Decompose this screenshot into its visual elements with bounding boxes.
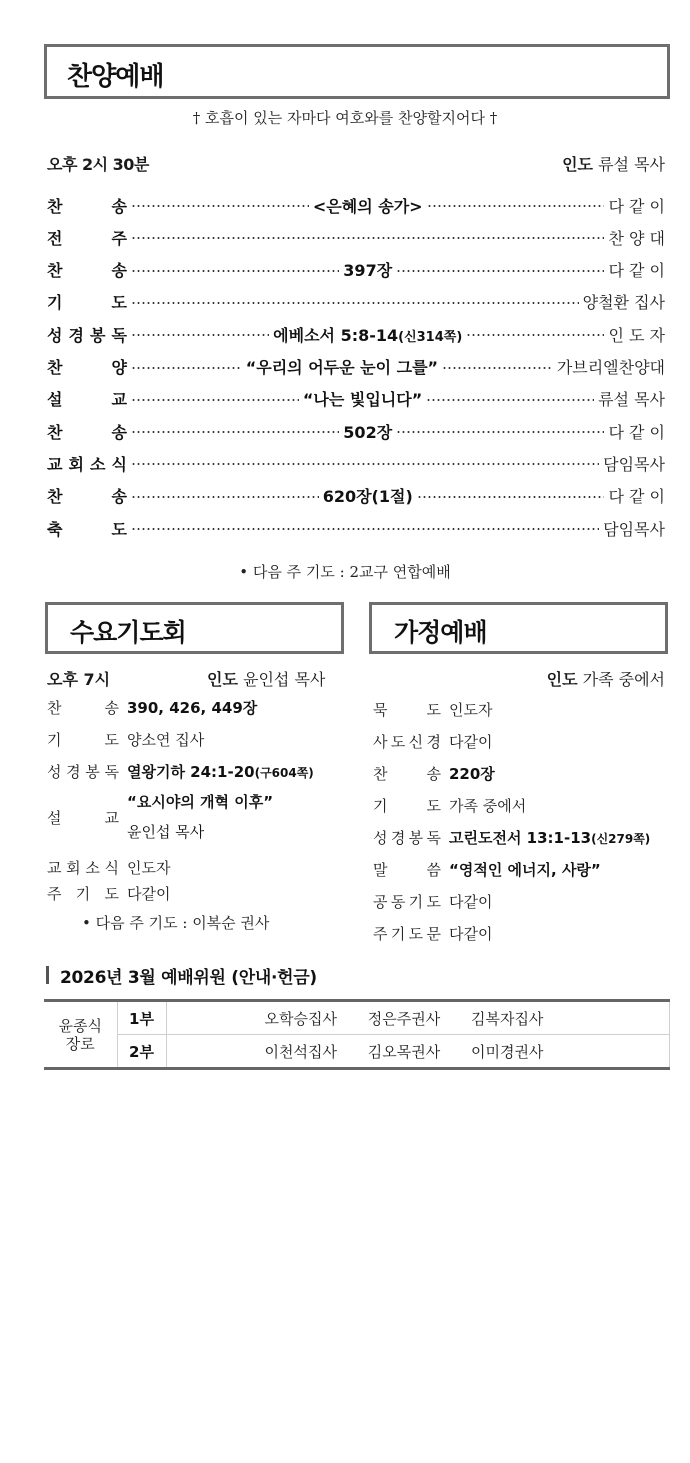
order-item-page: (신314쪽)	[398, 329, 463, 345]
order-value-preacher: 윤인섭 목사	[127, 823, 205, 841]
label-char: 사	[373, 733, 388, 751]
home-worship-title: 가정예배	[394, 618, 487, 647]
order-row	[47, 697, 257, 718]
label-char: 기	[408, 893, 424, 911]
praise-service-time: 오후 2시 30분	[47, 155, 149, 174]
label-char: 도	[104, 731, 119, 749]
label-char: 도	[111, 519, 127, 539]
table-row	[44, 1001, 670, 1035]
order-value-text: 다같이	[127, 885, 171, 903]
order-item	[273, 323, 462, 346]
dot-leader	[131, 496, 319, 498]
order-value-text: 인도자	[449, 701, 493, 719]
wednesday-prayer-title-box	[45, 602, 344, 654]
label-char: 성	[47, 763, 62, 781]
order-label	[47, 857, 119, 878]
label-char: 독	[111, 325, 127, 345]
order-row	[47, 787, 273, 847]
order-row	[47, 258, 665, 282]
label-char: 회	[68, 454, 84, 474]
label-char: 문	[426, 925, 441, 943]
praise-service-leader	[562, 152, 665, 175]
order-label	[47, 729, 119, 750]
label-char: 묵	[373, 701, 388, 719]
order-row	[47, 516, 665, 540]
committee-group	[44, 1001, 117, 1069]
order-value-text: 인도자	[127, 859, 171, 877]
order-row	[47, 761, 314, 782]
label-char: 경	[66, 763, 81, 781]
dot-leader	[417, 496, 605, 498]
dot-leader	[131, 270, 339, 272]
label-char: 소	[90, 454, 106, 474]
member-name: 오학승집사	[264, 1009, 337, 1028]
label-char: 도	[111, 293, 127, 313]
label-char: 봉	[90, 325, 106, 345]
label-char: 회	[66, 859, 81, 877]
order-label	[373, 795, 441, 816]
label-char: 봉	[408, 829, 424, 847]
label-char: 송	[426, 765, 441, 783]
order-person: 담임목사	[603, 519, 665, 539]
order-row	[373, 859, 601, 880]
order-row	[373, 699, 492, 720]
group-line-2: 장로	[65, 1034, 95, 1053]
label-char: 도	[426, 701, 441, 719]
order-label	[47, 452, 127, 475]
order-item-text: “우리의 어두운 눈이 그를”	[245, 358, 439, 377]
order-label	[373, 827, 441, 848]
label-char: 기	[373, 797, 388, 815]
leader-label: 인도	[546, 670, 578, 689]
wednesday-leader	[207, 667, 325, 690]
order-value	[127, 787, 273, 847]
order-value-text: 다같이	[449, 893, 493, 911]
order-value	[127, 761, 314, 782]
order-row	[373, 731, 492, 752]
order-value	[127, 729, 204, 750]
order-value	[449, 731, 492, 752]
order-label	[47, 517, 127, 540]
label-char: 전	[47, 228, 63, 248]
label-char: 기	[390, 925, 406, 943]
label-char: 송	[111, 487, 127, 507]
order-item	[323, 484, 413, 507]
order-value-text: 다같이	[449, 733, 493, 751]
label-char: 도	[104, 885, 119, 903]
order-item	[313, 194, 423, 217]
group-line-1: 윤종식	[58, 1016, 102, 1035]
order-label	[47, 323, 127, 346]
label-char: 말	[373, 861, 388, 879]
label-char: 독	[104, 763, 119, 781]
label-char: 동	[390, 893, 406, 911]
order-value-text: 220장	[449, 765, 495, 783]
order-row	[47, 387, 665, 411]
label-char: 찬	[47, 422, 63, 442]
order-label	[47, 387, 127, 410]
order-label	[47, 420, 127, 443]
dot-leader	[396, 270, 604, 272]
label-char: 찬	[47, 358, 63, 377]
label-char: 축	[47, 519, 63, 539]
label-char: 경	[68, 325, 84, 345]
label-char: 찬	[47, 261, 63, 281]
label-char: 찬	[373, 765, 388, 783]
dot-leader	[131, 399, 299, 401]
label-char: 기	[75, 885, 91, 903]
dot-leader	[426, 399, 594, 401]
label-char: 설	[47, 808, 62, 827]
label-char: 주	[47, 885, 62, 903]
order-value-text: 390, 426, 449장	[127, 699, 258, 717]
dot-leader	[131, 205, 309, 207]
order-label	[373, 699, 441, 720]
order-person: 다 같 이	[608, 261, 665, 281]
order-item	[246, 355, 438, 378]
label-char: 식	[111, 454, 127, 474]
label-char: 도	[426, 797, 441, 815]
order-value	[127, 883, 170, 904]
order-item	[343, 258, 392, 281]
label-char: 성	[373, 829, 388, 847]
label-char: 봉	[85, 763, 100, 781]
order-item	[303, 387, 422, 410]
label-char: 송	[111, 422, 127, 442]
order-row	[373, 763, 495, 784]
order-value	[449, 827, 650, 848]
order-value	[449, 859, 601, 880]
order-value	[449, 923, 492, 944]
leader-label: 인도	[207, 670, 238, 689]
wednesday-next-prayer: • 다음 주 기도 : 이복순 권사	[82, 914, 270, 932]
order-label	[47, 761, 119, 782]
order-value-text: 고린도전서 13:1-13	[449, 829, 592, 847]
dot-leader	[131, 334, 269, 336]
label-char: 성	[47, 325, 63, 345]
order-item-text: 502장	[343, 422, 393, 442]
order-label	[47, 484, 127, 507]
label-char: 설	[47, 390, 63, 410]
order-row	[47, 883, 170, 904]
label-char: 기	[47, 293, 63, 313]
order-label	[373, 731, 441, 752]
order-label	[47, 290, 127, 313]
member-name: 정은주권사	[367, 1009, 441, 1028]
order-label	[47, 697, 119, 718]
order-label	[47, 258, 127, 281]
order-value	[449, 795, 526, 816]
order-person: 찬 양 대	[608, 228, 665, 248]
label-char: 교	[47, 454, 63, 474]
order-item-text: <은혜의 송가>	[312, 196, 423, 216]
order-row	[373, 891, 492, 912]
leader-name: 윤인섭 목사	[243, 670, 326, 689]
label-char: 찬	[47, 196, 63, 216]
label-char: 신	[408, 733, 424, 751]
order-row	[47, 290, 665, 314]
member-name: 김오목권사	[367, 1042, 441, 1061]
order-value	[449, 699, 492, 720]
wednesday-prayer-title: 수요기도회	[70, 618, 186, 647]
order-value-text: 양소연 집사	[127, 731, 205, 749]
dot-leader	[442, 367, 553, 369]
order-row	[373, 923, 492, 944]
order-label	[47, 355, 127, 378]
praise-verse: † 호흡이 있는 자마다 여호와를 찬양할지어다 †	[192, 109, 498, 127]
names-cell	[166, 1035, 670, 1069]
order-person: 양철환 집사	[582, 293, 665, 313]
leader-name: 가족 중에서	[582, 670, 665, 689]
label-char: 소	[85, 859, 100, 877]
label-char: 도	[390, 733, 406, 751]
wednesday-time: 오후 7시	[47, 670, 111, 689]
order-label	[373, 891, 441, 912]
order-item	[343, 420, 392, 443]
label-char: 경	[426, 733, 441, 751]
order-row	[47, 451, 665, 475]
section-marker-bar	[46, 966, 49, 984]
order-person: 담임목사	[603, 454, 665, 474]
order-item-text: “나는 빛입니다”	[302, 390, 423, 410]
order-value	[449, 891, 492, 912]
order-value-text: 다같이	[449, 925, 493, 943]
label-char: 찬	[47, 699, 62, 717]
order-row	[47, 225, 665, 249]
order-value-text: “영적인 에너지, 사랑”	[449, 861, 601, 879]
order-label	[373, 923, 441, 944]
order-label	[47, 883, 119, 904]
order-person: 인 도 자	[608, 325, 665, 345]
dot-leader	[131, 237, 604, 239]
order-row	[373, 827, 650, 848]
dot-leader	[396, 431, 604, 433]
order-label	[373, 859, 441, 880]
leader-name: 류설 목사	[598, 155, 665, 174]
dot-leader	[466, 334, 604, 336]
part-cell: 2부	[117, 1035, 166, 1069]
member-name: 이천석집사	[264, 1042, 337, 1061]
label-char: 공	[373, 893, 388, 911]
label-char: 도	[408, 925, 424, 943]
praise-service-title: 찬양예배	[67, 62, 164, 92]
label-char: 도	[426, 893, 441, 911]
order-label	[47, 807, 119, 828]
label-char: 송	[104, 699, 119, 717]
home-worship-title-box	[369, 602, 668, 654]
table-row	[44, 1035, 670, 1069]
order-person: 류설 목사	[598, 390, 666, 410]
label-char: 주	[373, 925, 388, 943]
dot-leader	[131, 431, 339, 433]
dot-leader	[131, 302, 579, 304]
home-leader	[547, 667, 665, 690]
order-value-page: (구604쪽)	[254, 766, 314, 780]
label-char: 교	[104, 808, 119, 827]
order-item-text: 397장	[343, 261, 393, 281]
member-name: 이미경권사	[470, 1042, 544, 1061]
praise-service-title-box	[44, 44, 670, 99]
order-person: 다 같 이	[608, 196, 665, 216]
order-row	[47, 355, 665, 379]
order-row	[47, 322, 665, 346]
order-value-text: 가족 중에서	[449, 797, 527, 815]
order-row	[47, 419, 665, 443]
label-char: 경	[390, 829, 406, 847]
order-person: 다 같 이	[608, 487, 665, 507]
leader-label: 인도	[562, 155, 593, 174]
order-person: 가브리엘찬양대	[556, 358, 666, 377]
order-value-page: (신279쪽)	[591, 832, 651, 846]
order-value-text: 열왕기하 24:1-20	[127, 763, 255, 781]
label-char: 송	[111, 261, 127, 281]
dot-leader	[131, 528, 599, 530]
names-cell	[166, 1001, 670, 1035]
dot-leader	[131, 367, 242, 369]
dot-leader	[131, 463, 599, 465]
order-label	[47, 194, 127, 217]
order-person: 다 같 이	[608, 422, 665, 442]
label-char: 주	[111, 228, 127, 248]
order-item-text: 620장(1절)	[322, 487, 413, 507]
order-row	[373, 795, 526, 816]
order-value	[127, 857, 170, 878]
order-value	[449, 763, 495, 784]
member-name: 김복자집사	[470, 1009, 544, 1028]
order-label	[373, 763, 441, 784]
order-value	[127, 697, 257, 718]
label-char: 송	[111, 196, 127, 216]
order-label	[47, 226, 127, 249]
order-row	[47, 484, 665, 508]
order-row	[47, 193, 665, 217]
order-row	[47, 729, 204, 750]
part-cell: 1부	[117, 1001, 166, 1035]
committee-heading: 2026년 3월 예배위원 (안내·헌금)	[60, 968, 317, 988]
label-char: 식	[104, 859, 119, 877]
label-char: 기	[47, 731, 62, 749]
label-char: 교	[111, 390, 127, 410]
label-char: 찬	[47, 487, 63, 507]
label-char: 교	[47, 859, 62, 877]
label-char: 독	[426, 829, 441, 847]
label-char: 씀	[426, 861, 441, 879]
order-item-text: 에베소서 5:8-14	[273, 325, 399, 345]
order-row	[47, 857, 170, 878]
dot-leader	[427, 205, 605, 207]
praise-next-prayer: • 다음 주 기도 : 2교구 연합예배	[239, 563, 451, 581]
label-char: 양	[111, 358, 127, 377]
committee-table	[44, 999, 670, 1070]
order-value-text: “요시야의 개혁 이후”	[127, 793, 274, 811]
